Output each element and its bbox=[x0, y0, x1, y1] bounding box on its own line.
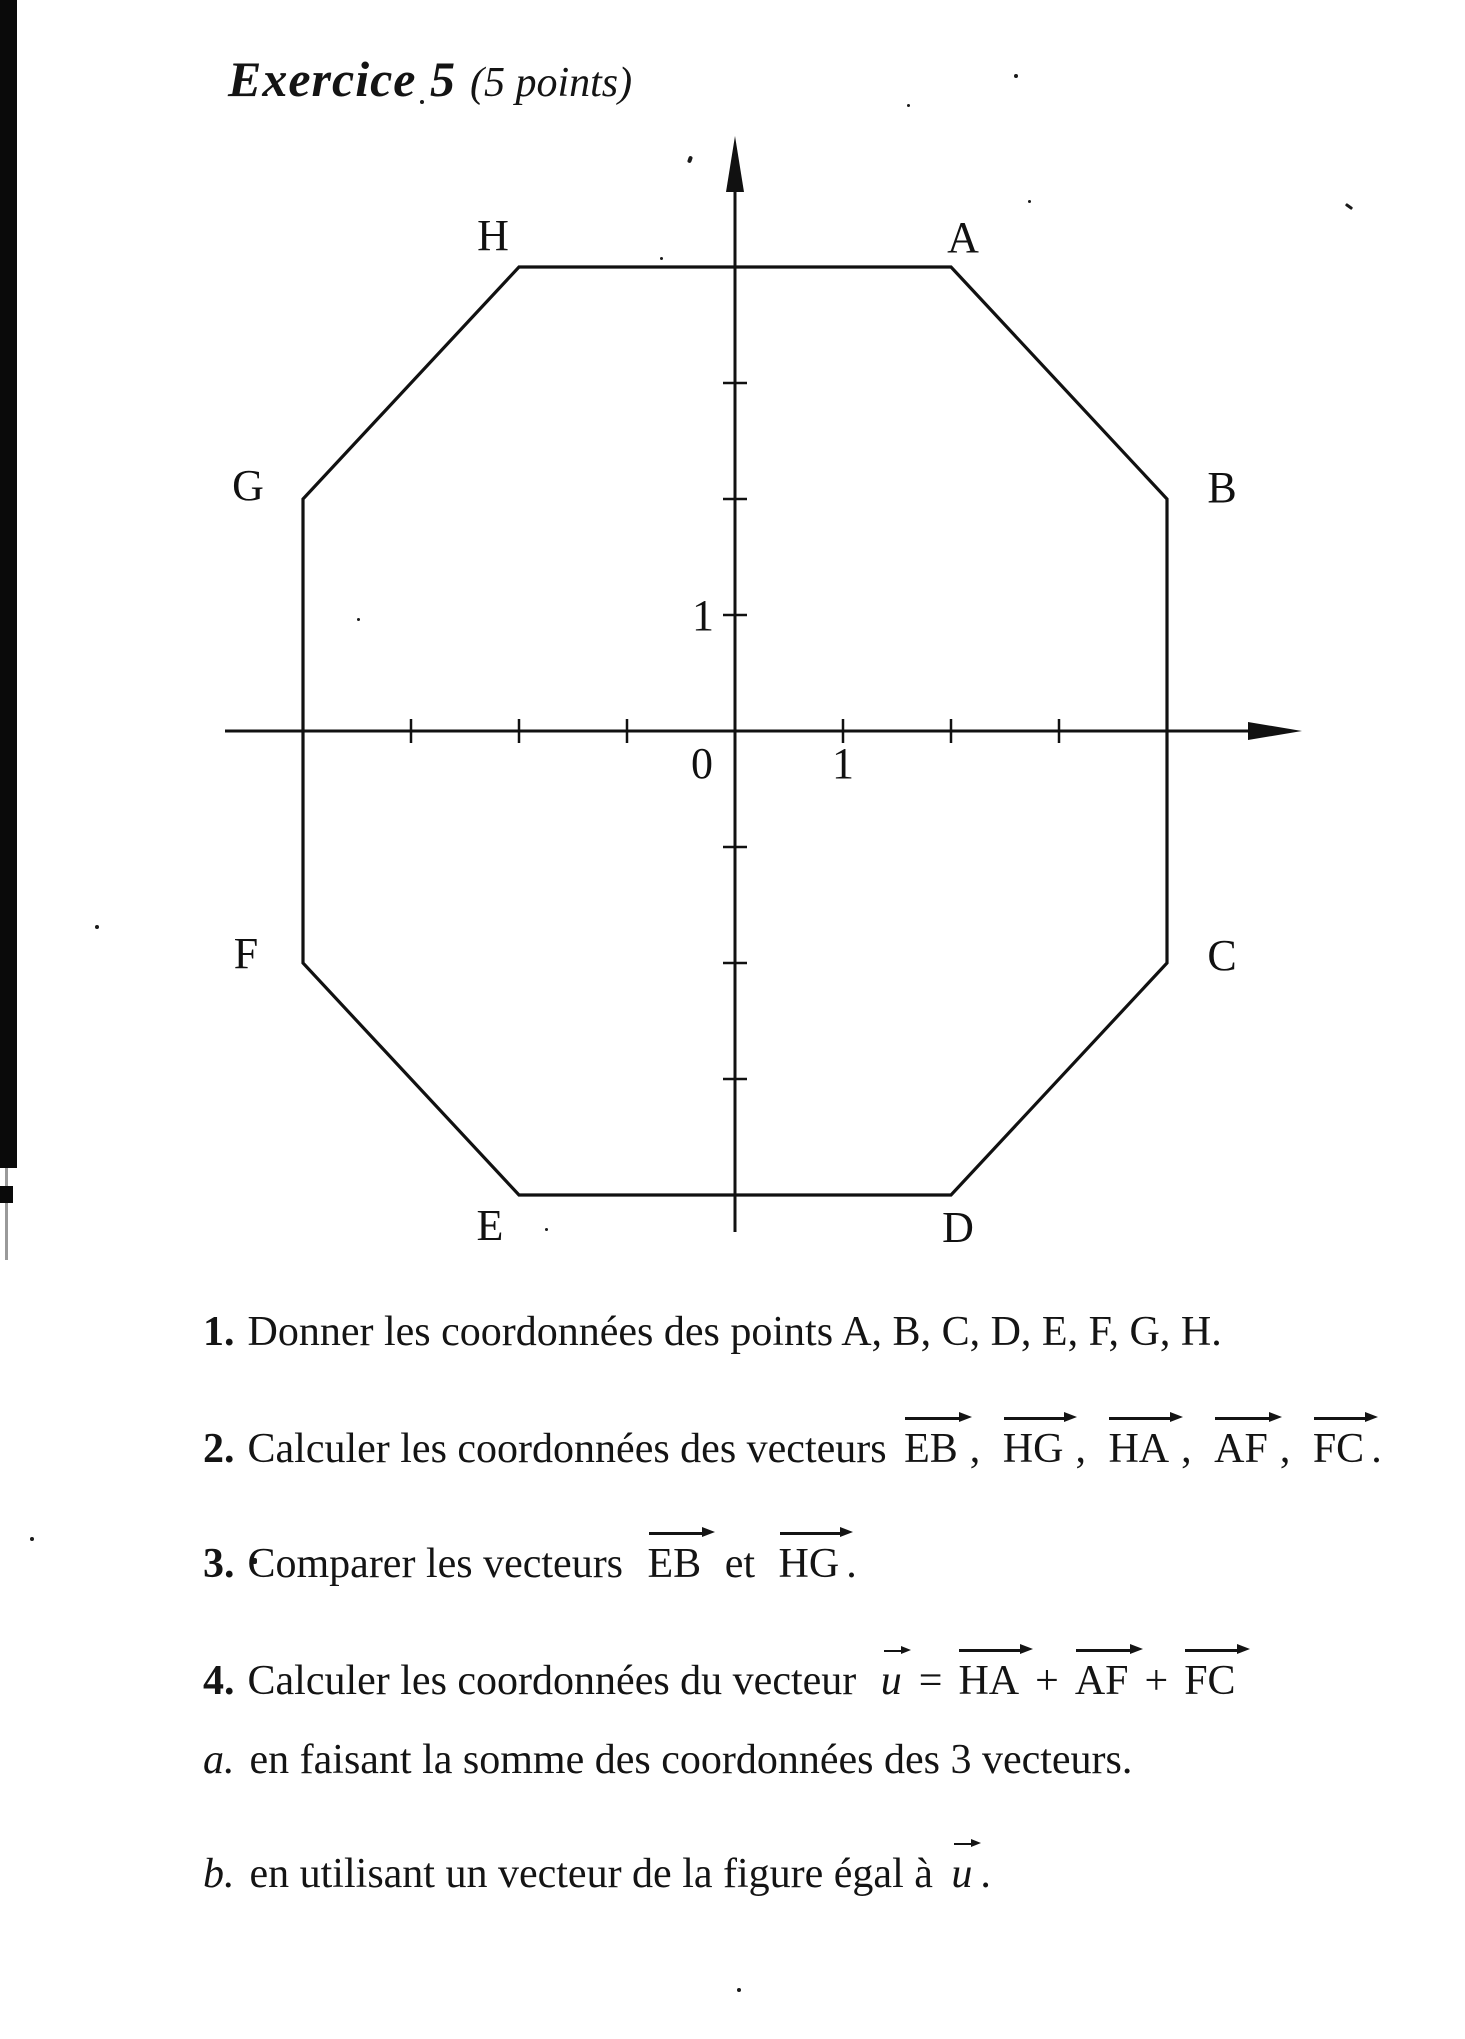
y-axis-arrowhead bbox=[726, 136, 744, 192]
question-4a-letter: a. bbox=[203, 1737, 235, 1783]
plus-sign: + bbox=[1144, 1658, 1169, 1704]
period: . bbox=[980, 1851, 991, 1897]
vertex-label-B: B bbox=[1207, 463, 1237, 512]
equals-sign: = bbox=[918, 1658, 943, 1704]
vertex-label-C: C bbox=[1207, 931, 1237, 980]
separator: , bbox=[1075, 1426, 1086, 1472]
exercise-title-points: (5 points) bbox=[469, 60, 633, 106]
vector-FC: FC bbox=[1184, 1658, 1236, 1704]
vector-HA: HA bbox=[958, 1658, 1020, 1704]
y-axis-label-1: 1 bbox=[692, 591, 714, 640]
question-4b-letter: b. bbox=[203, 1851, 235, 1897]
question-2-number: 2. bbox=[203, 1426, 235, 1472]
exercise-title-main: Exercice 5 bbox=[228, 51, 456, 107]
vector-EB: EB bbox=[647, 1541, 702, 1587]
question-2-lead: Calculer les coordonnées des vecteurs bbox=[247, 1426, 887, 1472]
x-axis-arrowhead bbox=[1248, 722, 1302, 740]
period: . bbox=[846, 1541, 857, 1587]
question-3-number: 3. bbox=[203, 1541, 235, 1587]
vertex-label-F: F bbox=[233, 929, 259, 978]
vector-u: u bbox=[880, 1658, 902, 1704]
question-2 bbox=[203, 1424, 1382, 1472]
question-3 bbox=[203, 1539, 857, 1587]
vector-HA: HA bbox=[1108, 1426, 1170, 1472]
question-4a-text: en faisant la somme des coordonnées des 3 vecteurs. bbox=[249, 1737, 1133, 1783]
question-3-lead: Comparer les vecteurs bbox=[247, 1541, 624, 1587]
question-4-number: 4. bbox=[203, 1658, 235, 1704]
question-4-lead: Calculer les coordonnées du vecteur bbox=[247, 1658, 857, 1704]
vector-AF: AF bbox=[1214, 1426, 1268, 1472]
separator: , bbox=[1181, 1426, 1192, 1472]
vector-AF: AF bbox=[1074, 1658, 1129, 1704]
vector-HG: HG bbox=[778, 1541, 840, 1587]
vertex-label-G: G bbox=[232, 461, 264, 510]
question-4b bbox=[203, 1849, 991, 1897]
question-4a bbox=[203, 1737, 1132, 1783]
vertex-label-E: E bbox=[476, 1201, 504, 1250]
vector-HG: HG bbox=[1002, 1426, 1064, 1472]
question-4 bbox=[203, 1656, 1243, 1704]
vertex-label-A: A bbox=[947, 213, 979, 262]
vector-FC: FC bbox=[1312, 1426, 1365, 1472]
vector-u: u bbox=[951, 1851, 973, 1897]
separator: , bbox=[1279, 1426, 1291, 1472]
vertex-label-D: D bbox=[942, 1203, 974, 1252]
question-4b-lead: en utilisant un vecteur de la figure égal à bbox=[249, 1851, 933, 1897]
question-1 bbox=[203, 1309, 1222, 1355]
period: . bbox=[1371, 1426, 1382, 1472]
vertex-label-H: H bbox=[477, 211, 509, 260]
separator: , bbox=[969, 1426, 981, 1472]
plus-sign: + bbox=[1035, 1658, 1059, 1704]
question-1-text: Donner les coordonnées des points A, B, C, D, E, F, G, H. bbox=[247, 1309, 1222, 1355]
question-1-number: 1. bbox=[203, 1309, 235, 1355]
question-3-et: et bbox=[724, 1541, 756, 1587]
x-axis-label-1: 1 bbox=[832, 739, 854, 788]
origin-label-0: 0 bbox=[691, 739, 713, 788]
vector-EB: EB bbox=[904, 1426, 958, 1472]
